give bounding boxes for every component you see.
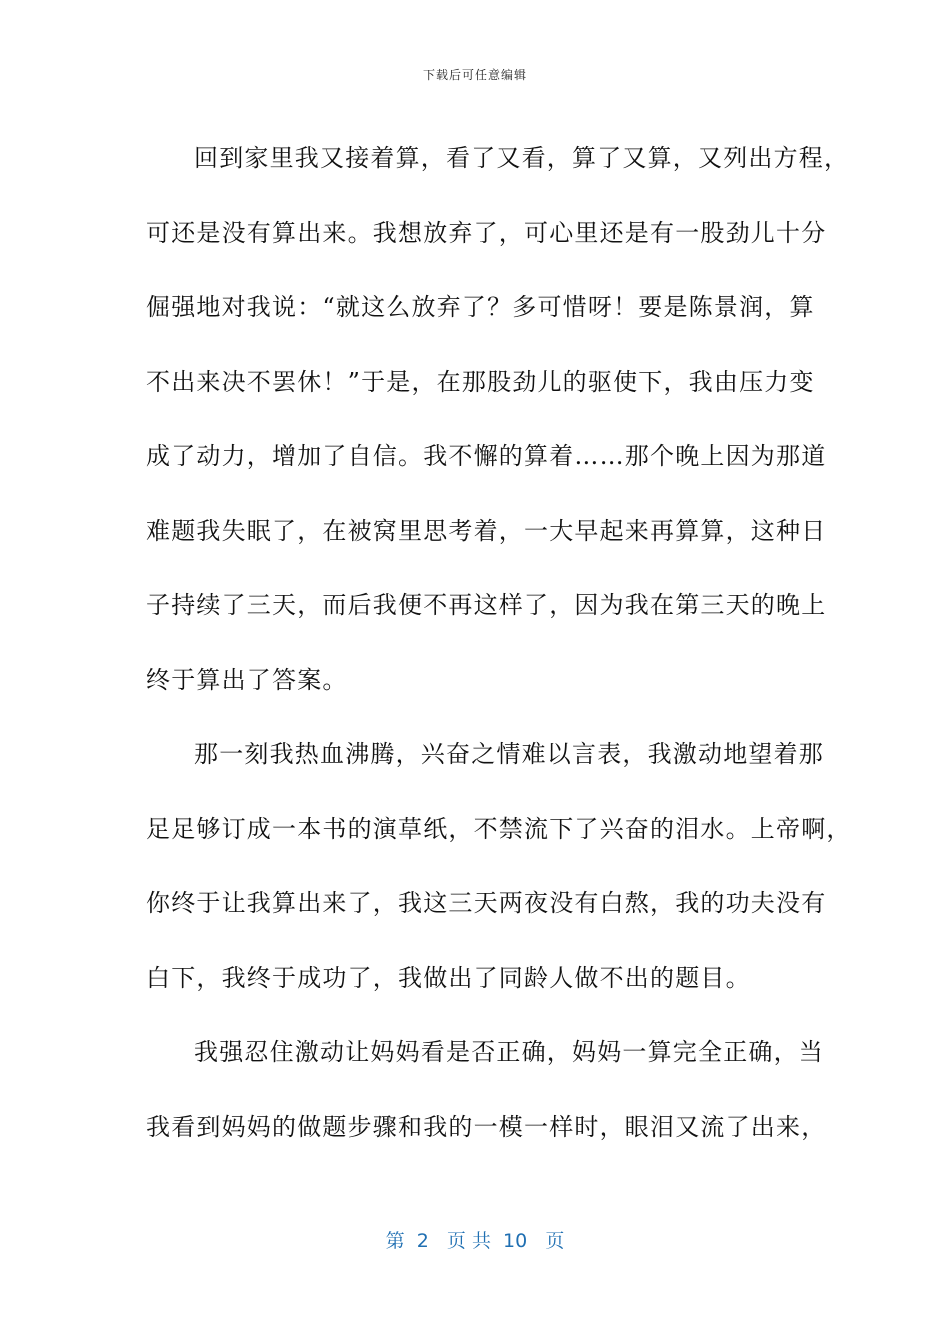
- text-line: 倔强地对我说：“就这么放弃了？多可惜呀！要是陈景润，算: [146, 293, 815, 321]
- paragraph-3: [146, 1015, 827, 1164]
- text-line: 足足够订成一本书的演草纸，不禁流下了兴奋的泪水。上帝啊，: [146, 814, 852, 843]
- text-line: 子持续了三天，而后我便不再这样了，因为我在第三天的晚上: [146, 591, 827, 619]
- text-line: 回到家里我又接着算，看了又看，算了又算，又列出方程，: [194, 144, 850, 172]
- text-line: 不出来决不罢休！”于是，在那股劲儿的驱使下，我由压力变: [146, 367, 815, 396]
- text-line: 那一刻我热血沸腾，兴奋之情难以言表，我激动地望着那: [194, 740, 824, 768]
- body-text: [146, 121, 852, 1164]
- page-number-footer: 第 2 页 共 10 页: [385, 1230, 565, 1252]
- text-line: 我看到妈妈的做题步骤和我的一模一样时，眼泪又流了出来，: [146, 1112, 827, 1141]
- text-line: 难题我失眠了，在被窝里思考着，一大早起来再算算，这种日: [146, 516, 827, 545]
- text-line: 我强忍住激动让妈妈看是否正确，妈妈一算完全正确，当: [194, 1038, 824, 1066]
- text-line: 成了动力，增加了自信。我不懈的算着……那个晚上因为那道: [146, 442, 827, 470]
- text-line: 终于算出了答案。: [146, 665, 348, 694]
- page-header-note: 下载后可任意编辑: [422, 68, 527, 82]
- text-line: 可还是没有算出来。我想放弃了，可心里还是有一股劲儿十分: [146, 218, 827, 247]
- paragraph-2: [146, 717, 852, 1015]
- paragraph-1: [146, 121, 850, 717]
- text-line: 你终于让我算出来了，我这三天两夜没有白熬，我的功夫没有: [146, 889, 827, 917]
- text-line: 白下，我终于成功了，我做出了同龄人做不出的题目。: [146, 963, 751, 992]
